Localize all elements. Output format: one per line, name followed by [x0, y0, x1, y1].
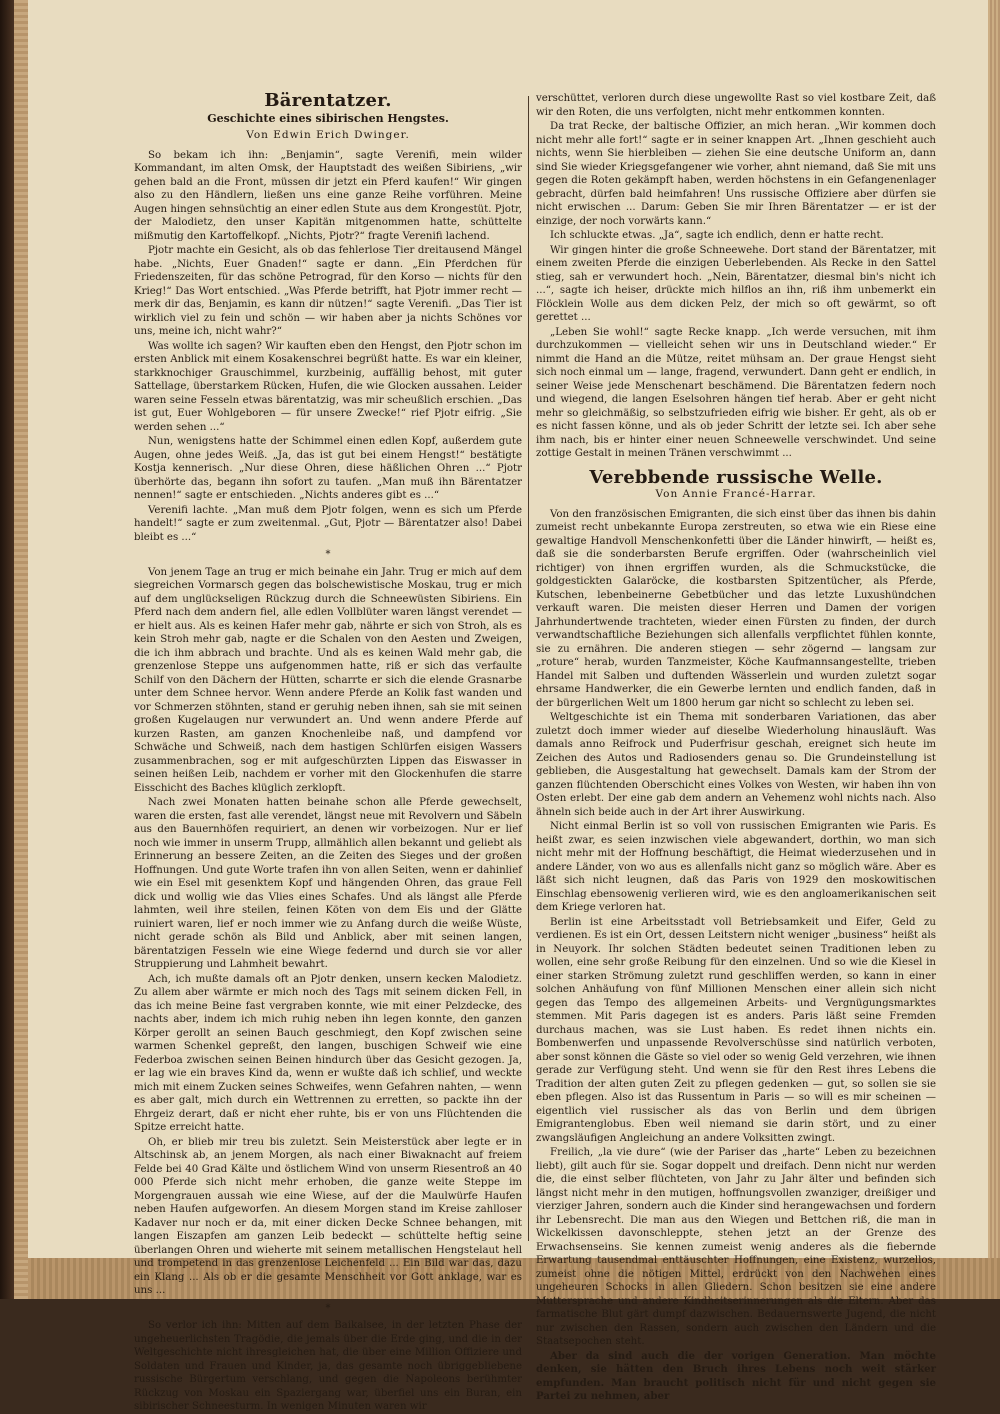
- paragraph: Von den französischen Emigranten, die sich einst über das ihnen bis dahin zumeist recht unbekannte Europa zerstreuten, so etwa wie ein Riese eine gewaltige Handvoll Menschenkonfetti über die Länder hinwirft, — heißt es, daß sie die sonderbarsten Berufe ergriffen. Oder (wahrscheinlich viel richtiger) von ihnen ergriffen wurden, als die Schmuckstücke, die goldgestickten Galaröcke, die kostbarsten Spitzentücher, als Pferde, Kutschen, lebenbeinerne Gebetbücher und das letzte Luxushündchen verkauft waren. Die meisten dieser Herren und Damen der vorigen Jahrhundertwende trachteten, wieder einen Fürsten zu finden, der durch verwandtschaftliche Beziehungen sich allenfalls verpflichtet fühlen konnte, sie zu ernähren. Die anderen stiegen — sehr zögernd — langsam zur „roture“ herab, wurden Tanzmeister, Köche Kaufmannsangestellte, trieben Handel mit Salben und duftenden Wässerlein und wurden zuletzt sogar ehrsame Handwerker, die ein Gewerbe lernten und endlich fanden, daß in der bürgerlichen Welt um 1800 herum gar nicht so schlecht zu leben sei.: [536, 508, 936, 709]
- paragraph: Nach zwei Monaten hatten beinahe schon alle Pferde gewechselt, waren die ersten, fast alle verendet, längst neue mit Revolvern und Säbeln aus den Bauernhöfen requiriert, an denen wir vorbeizogen. Nur er lief noch wie immer in unserm Trupp, allmählich allen bekannt und geliebt als Erinnerung an bessere Zeiten, an die Zeiten des Sieges und der großen Hoffnungen. Und gute Worte trafen ihn von allen Seiten, wenn er dahinlief wie ein Esel mit gesenktem Kopf und hängenden Ohren, das graue Fell dick und wollig wie das Vlies eines Schafes. Und als längst alle Pferde lahmten, weil ihre steilen, feinen Köten von dem Eis und der Glätte ruiniert waren, lief er noch immer wie zu Anfang durch die weiße Wüste, nicht gerade schön als Bild und Anblick, aber mit seinen langen, bärentatzigen Fesseln wie eine Wiege federnd und durch sie vor aller Struppierung und Lahmheit bewahrt.: [134, 797, 522, 970]
- paragraph: Nun, wenigstens hatte der Schimmel einen edlen Kopf, außerdem gute Augen, ohne jedes Weiß. „Ja, das ist gut bei einem Hengst!“ bestätigte Kostja kennerisch. „Nur diese Ohren, diese häßlichen Ohren ...“ Pjotr überhörte das, begann ihn sofort zu taufen. „Man muß ihn Bärentatzer nennen!“ sagte er entschieden. „Nichts anderes gibt es ...“: [134, 436, 522, 501]
- paragraph: Freilich, „la vie dure“ (wie der Pariser das „harte“ Leben zu bezeichnen liebt), gilt auch für sie. Sogar doppelt und dreifach. Denn nicht nur werden die, die einst selber flüchteten, von Jahr zu Jahr älter und befinden sich längst nicht mehr in den mutigen, hoffnungsvollen zwanziger, dreißiger und vierziger Jahren, sondern auch die Kinder sind herangewachsen und fordern ihr Lebensrecht. Die man aus den Wiegen und Bettchen riß, die man in Wickelkissen davonschleppte, stehen jetzt an der Grenze des Erwachsenseins. Sie kennen zumeist wenig anderes als die fiebernde Erwartung tausendmal enttäuschter Hoffnungen, eine Existenz, wurzellos, zumeist ohne die nötigen Mittel, erdrückt von den Nachwehen eines ungeheuren Schocks in allen Gliedern. Schon besitzen sie eine andere Muttersprache und andere Kindheitserinnerungen als die Eltern. Aber das farmatische Blut gärt dumpf dazwischen. Bedauernswerte Jugend, die nicht nur zwischen den Rassen, sondern auch zwischen den Ländern und die Staatsepochen steht.: [536, 1147, 936, 1347]
- paragraph: Verenifi lachte. „Man muß dem Pjotr folgen, wenn es sich um Pferde handelt!“ sagte er zum zweitenmal. „Gut, Pjotr — Bärentatzer also! Dabei bleibt es ...“: [134, 504, 522, 543]
- paragraph: Ich schluckte etwas. „Ja“, sagte ich endlich, denn er hatte recht.: [550, 230, 884, 241]
- paragraph: Was wollte ich sagen? Wir kauften eben den Hengst, den Pjotr schon im ersten Anblick mit einem Kosakenschrei begrüßt hatte. Es war ein kleiner, starkknochiger Grauschimmel, kurzbeinig, auffällig behost, mit guter Sattellage, überstarkem Rücken, Hufen, die wie Glocken aussahen. Leider waren seine Fesseln etwas bärentatzig, was mir scheußlich erschien. „Das ist gut, Euer Wohlgeboren — für unsere Zwecke!“ rief Pjotr eifrig. „Sie werden sehen ...“: [134, 340, 522, 433]
- paragraph: Oh, er blieb mir treu bis zuletzt. Sein Meisterstück aber legte er in Altschinsk ab, an jenem Morgen, als nach einer Biwaknacht auf freiem Felde bei 40 Grad Kälte und östlichem Wind von unserm Riesentroß an 40 000 Pferde sich nicht mehr erhoben, die ganze weite Steppe im Morgengrauen aussah wie eine Wiese, auf der die Maulwürfe Haufen neben Haufen aufgeworfen. An diesem Morgen stand im Kreise zahlloser Kadaver nur noch er da, mit einer dicken Decke Schnee behangen, mit langen Eiszapfen am ganzen Leib bedeckt — schüttelte heftig seine überlangen Ohren und wieherte mit seinem metallischen Hengstelaut hell und trompetend in das grenzenlose Leichenfeld ... Ein Bild war das, dazu ein Klang ... Als ob er die gesamte Menschheit vor Gott anklage, war es uns ...: [134, 1136, 522, 1296]
- paragraph: „Leben Sie wohl!“ sagte Recke knapp. „Ich werde versuchen, mit ihm durchzukommen — vielleicht sehen wir uns in Deutschland wieder.“ Er nimmt die Hand an die Mütze, reitet mühsam an. Der graue Hengst sieht sich noch einmal um — lange, fragend, verwundert. Dann geht er endlich, in seiner Weise jede Menschenart beschämend. Die Bärentatzen federn noch und wiegend, die langen Eselsohren hängen tief herab. Aber er geht nicht mehr so gleichmäßig, so selbstzufrieden eifrig wie bisher. Er geht, als ob er es nicht fassen könne, und als ob jeder Schritt der letzte sei. Ich aber sehe ihm nach, bis er hinter einer neuen Schneewelle verschwindet. Und seine zottige Gestalt in meinen Tränen verschwimmt ...: [536, 326, 936, 459]
- paragraph: So bekam ich ihn: „Benjamin“, sagte Verenifi, mein wilder Kommandant, im alten Omsk, der Hauptstadt des weißen Sibiriens, „wir gehen bald an die Front, müssen dir jetzt ein Pferd kaufen!“ Wir gingen also zu den Händlern, ließen uns eine ganze Reihe vorführen. Meine Augen hingen sehnsüchtig an einer edlen Stute aus dem Krongestüt. Pjotr, der Malodietz, den unser Kapitän mitgenommen hatte, schüttelte mißmutig den Kartoffelkopf. „Nichts, Pjotr?“ fragte Verenifi lachend.: [134, 149, 522, 242]
- paragraph: Wir gingen hinter die große Schneewehe. Dort stand der Bärentatzer, mit einem zweiten Pferde die einzigen Ueberlebenden. Als Recke in den Sattel stieg, sah er verwundert hoch. „Nein, Bärentatzer, diesmal bin's nicht ich ...“, sagte ich heiser, drückte mich hilflos an ihn, riß ihm unbemerkt ein Flöcklein Wolle aus dem dicken Pelz, der mich so oft gewärmt, so oft gerettet ...: [536, 244, 936, 323]
- paragraph-continued: verschüttet, verloren durch diese ungewollte Rast so viel kostbare Zeit, daß wir den Roten, die uns verfolgten, nicht mehr entkommen konnten.: [536, 93, 936, 118]
- left-column: [134, 88, 522, 1414]
- paragraph: Weltgeschichte ist ein Thema mit sonderbaren Variationen, das aber zuletzt doch immer wieder auf dieselbe Wiederholung hinausläuft. Was damals anno Reifrock und Puderfrisur geschah, ereignet sich heute im Zeichen des Autos und Radiosenders genau so. Die Grundeinstellung ist geblieben, die Ausgestaltung hat gewechselt. Damals kam der Strom der ganzen flüchtenden Oberschicht eines Volkes von Westen, wir haben ihn von Osten erlebt. Der eine gab dem andern an Vehemenz wohl nichts nach. Also ähneln sich beide auch in der Art ihrer Auswirkung.: [536, 712, 936, 818]
- article-author: Von Edwin Erich Dwinger.: [246, 129, 410, 141]
- article-author: Von Annie Francé-Harrar.: [655, 488, 817, 500]
- paragraph: Von jenem Tage an trug er mich beinahe ein Jahr. Trug er mich auf dem siegreichen Vormarsch gegen das bolschewistische Moskau, trug er mich auf dem unglückseligen Rückzug durch die Schneewüsten Sibiriens. Ein Pferd nach dem andern fiel, alle edlen Vollblüter waren längst verendet — er hielt aus. Als es keinen Hafer mehr gab, nährte er sich von Stroh, als es kein Stroh mehr gab, nagte er die Schalen von den Aesten und Zweigen, die ich ihm abbrach und brachte. Und als es keinen Wald mehr gab, die grenzenlose Steppe uns aufgenommen hatte, riß er sich das verfaulte Schilf von den Dächern der Hütten, scharrte er sich die elende Grasnarbe unter dem Schnee hervor. Wenn andere Pferde an Kolik fast wanden und vor Schmerzen stöhnten, stand er geruhig neben ihnen, sah sie mit seinen großen Kugelaugen nur verwundert an. Und wenn andere Pferde auf kurzen Rasten, am ganzen Knochenleibe naß, und dampfend vor Schwäche und Schweiß, nach dem hastigen Schlürfen eisigen Wassers zusammenbrachen, sog er mit aufgeschürzten Lippen das Eiswasser in seinen heißen Leib, nachdem er vorher mit den Glockenhufen die starre Eisschicht des Baches klüglich zerklopft.: [134, 566, 522, 794]
- column-divider: [528, 96, 529, 1241]
- section-break-star: *: [325, 1302, 331, 1314]
- section-break-star: *: [325, 549, 331, 560]
- page-edge-right: [988, 0, 1000, 1258]
- article-subtitle: Geschichte eines sibirischen Hengstes.: [207, 111, 449, 125]
- book-spine: [0, 0, 14, 1299]
- paragraph: Aber da sind auch die der vorigen Generation. Man möchte denken, sie hätten den Bruch ihres Lebens noch weit stärker empfunden. Man braucht politisch nicht für und nicht gegen sie Partei zu nehmen, aber: [536, 1349, 936, 1402]
- right-column: [536, 92, 936, 1404]
- paragraph: So verlor ich ihn: Mitten auf dem Baikalsee, in der letzten Phase der ungeheuerlichsten Tragödie, die jemals über die Erde ging, und die in der Weltgeschichte nicht ihresgleichen hat, die über eine Million Offiziere und Soldaten und Frauen und Kinder, ja, das gesamte noch übriggebliebene russische Bürgertum verschlang, und gegen die Napoleons berühmter Rückzug von Moskau ein Spaziergang war, überfiel uns ein Buran, ein sibirischer Schneesturm. In wenigen Minuten waren wir: [134, 1320, 522, 1412]
- paragraph: Berlin ist eine Arbeitsstadt voll Betriebsamkeit und Eifer, Geld zu verdienen. Es ist ein Ort, dessen Leitstern nicht weniger „business“ heißt als in Neuyork. Ihr solchen Städten bedeutet seinen Traditionen leben zu wollen, eine sehr große Reibung für den einzelnen. Und so wie die Kiesel in einer starken Strömung zuletzt rund geschliffen werden, so kann in einer solchen Anhäufung von fünf Millionen Menschen einer allein sich nicht gegen das Tempo des allgemeinen Arbeits- und Vergnügungsmarktes stemmen. Mit Paris dagegen ist es anders. Paris läßt seine Fremden durchaus machen, was sie Lust haben. Es redet ihnen nichts ein. Bombenwerfen und unpassende Revolverschüsse sind natürlich verboten, aber sonst können die Gäste so viel oder so wenig Geld verzehren, wie ihnen gerade zur Verfügung steht. Und wenn sie für den Rest ihres Lebens die Tradition der alten guten Zeit zu pflegen gedenken — gut, so sollen sie sie eben pflegen. Also ist das Russentum in Paris — so will es mir scheinen — eigentlich viel russischer als das von Berlin und dem übrigen Emigrantenglobus. Eben weil niemand sie darin stört, und zu einer zwangsläufigen Angleichung an andere Volksitten zwingt.: [536, 916, 936, 1144]
- binding-edge-left: [14, 0, 28, 1299]
- article-title: Verebbende russische Welle.: [589, 466, 883, 488]
- paragraph: Nicht einmal Berlin ist so voll von russischen Emigranten wie Paris. Es heißt zwar, es seien inzwischen viele abgewandert, dorthin, wo man sich nicht mehr mit der Hoffnung beschäftigt, die Heimat wiederzusehen und in andere Länder, von wo aus es allenfalls nicht ganz so möglich wäre. Aber es läßt sich nicht leugnen, daß das Paris von 1929 den moskowitischen Einschlag ebensowenig verlieren wird, wie es den angloamerikanischen seit dem Kriege verloren hat.: [536, 821, 936, 913]
- paragraph: Ach, ich mußte damals oft an Pjotr denken, unsern kecken Malodietz. Zu allem aber wärmte er mich noch des Tags mit seinem dicken Fell, in das ich meine Beine fast vergraben konnte, wie mit einer Pelzdecke, des nachts aber, indem ich mich ruhig neben ihn legen konnte, den ganzen Körper gerollt an seinen Bauch geschmiegt, den Kopf zwischen seine warmen Schenkel gepreßt, den langen, buschigen Schweif wie eine Federboa zwischen seinen Beinen hindurch über das Gesicht gezogen. Ja, er lag wie ein braves Kind da, wenn er wußte daß ich schlief, und weckte mich mit einem Zucken seines Schweifes, wenn Gefahren nahten, — wenn es aber galt, mich durch ein Wettrennen zu erretten, so packte ihn der Ehrgeiz derart, daß er nicht eher ruhte, bis er von uns Flüchtenden die Spitze erreicht hatte.: [134, 973, 522, 1133]
- paragraph: Pjotr machte ein Gesicht, als ob das fehlerlose Tier dreitausend Mängel habe. „Nichts, Euer Gnaden!“ sagte er dann. „Ein Pferdchen für Friedenszeiten, für das schöne Petrograd, für den Korso — nichts für den Krieg!“ Das Wort entschied. „Was Pferde betrifft, hat Pjotr immer recht — merk dir das, Benjamin, es kann dir nützen!“ sagte Verenifi. „Das Tier ist wirklich viel zu fein und schön — wir haben aber ja nichts Schönes vor uns, meine ich, nicht wahr?“: [134, 245, 522, 337]
- paragraph: Da trat Recke, der baltische Offizier, an mich heran. „Wir kommen doch nicht mehr alle fort!“ sagte er in seiner knappen Art. „Ihnen geschieht auch nichts, wenn Sie hierbleiben — ziehen Sie eine deutsche Uniform an, dann sind Sie wieder Kriegsgefangener wie vorher, ahnt niemand, daß Sie mit uns gegen die Roten gekämpft haben, werden höchstens in ein Gefangenenlager gebracht, dürfen bald heimfahren! Uns russische Offiziere aber dürfen sie nicht erwischen ... Darum: Geben Sie mir Ihren Bärentatzer — er ist der einzige, der noch vorwärts kann.“: [536, 121, 936, 227]
- article-title: Bärentatzer.: [264, 90, 392, 111]
